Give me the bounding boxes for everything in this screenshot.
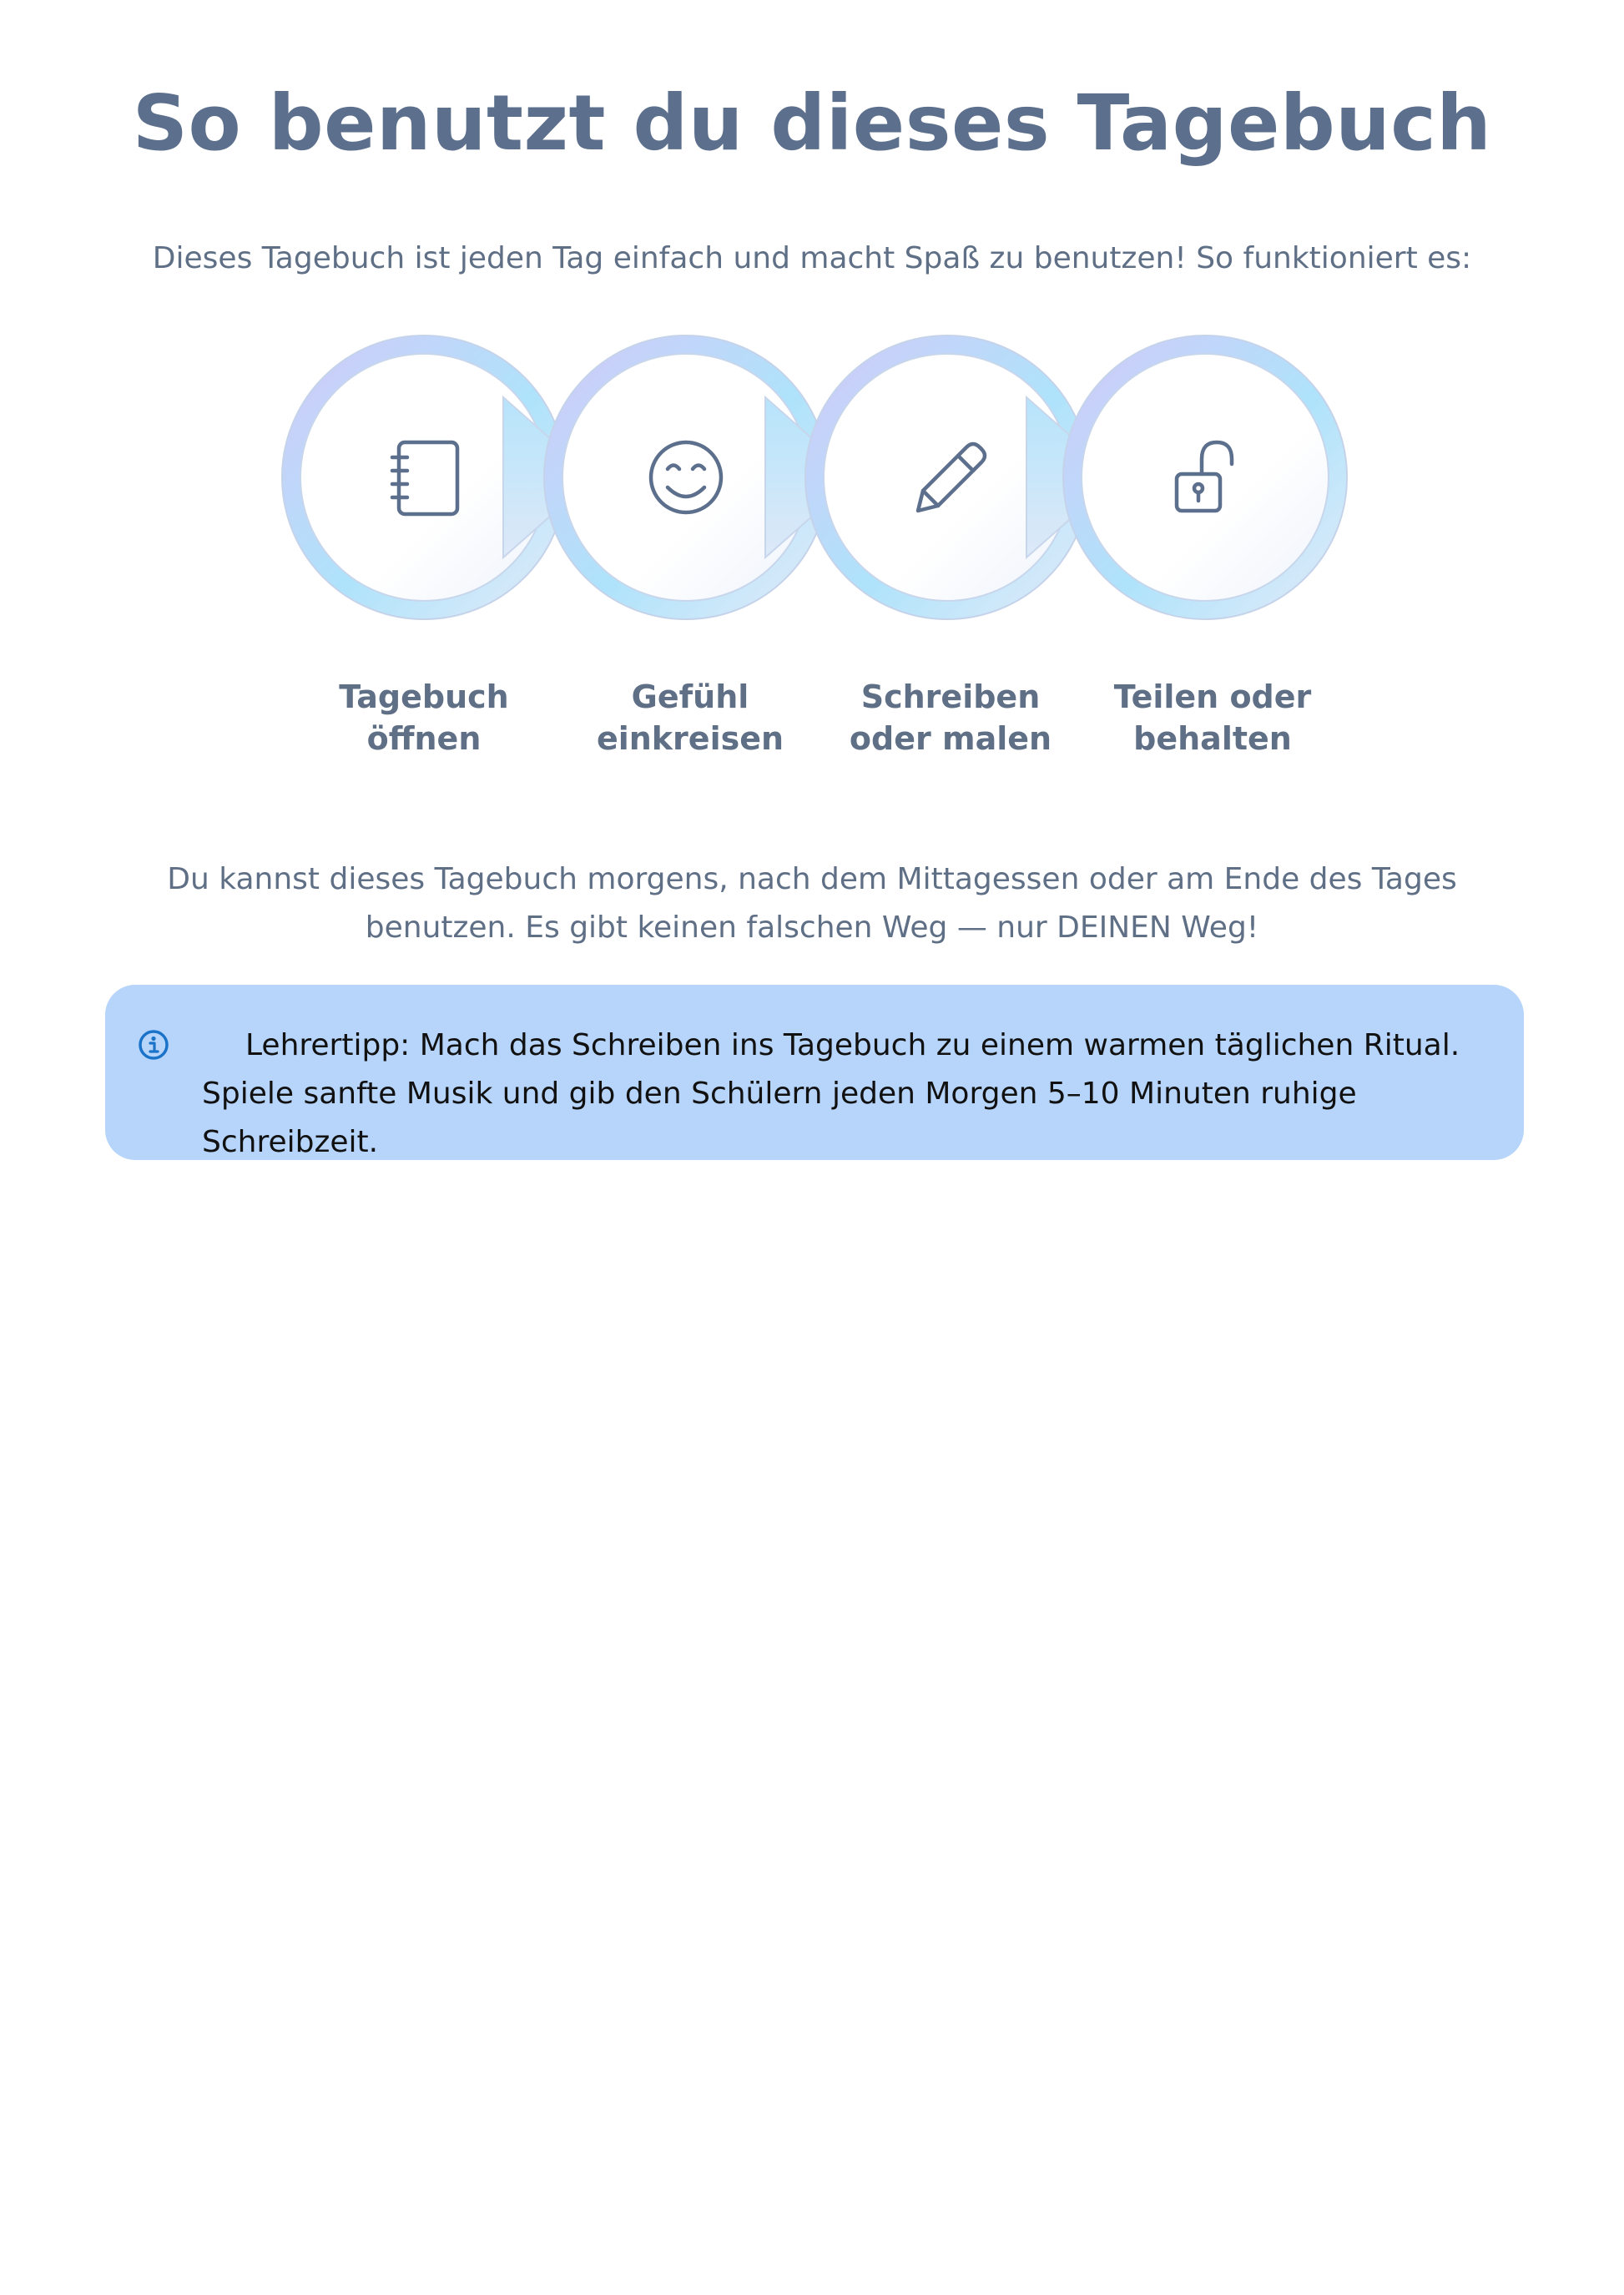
step-4-label: Teilen oder behalten — [1113, 678, 1312, 757]
teacher-tip-box — [105, 985, 1524, 1160]
page-title: So benutzt du dieses Tagebuch — [132, 78, 1492, 168]
steps-diagram — [0, 0, 1624, 651]
info-icon — [137, 1028, 170, 1062]
intro-text: Dieses Tagebuch ist jeden Tag einfach und macht Spaß zu benutzen! So funktioniert es: — [152, 241, 1472, 275]
step-4-circle — [1063, 335, 1347, 619]
usage-text: Du kannst dieses Tagebuch morgens, nach dem Mittagessen oder am Ende des Tages benutzen. Es gibt keinen falschen Weg — nur DEINEN Weg! — [167, 862, 1457, 945]
teacher-tip-text: Lehrertipp: Mach das Schreiben ins Tagebuch zu einem warmen täglichen Ritual. Spiele sanfte Musik und gib den Schülern jeden Morgen 5–10 Minuten ruhige Schreibzeit. — [202, 1028, 1460, 1159]
step-1-label: Tagebuch öffnen — [339, 678, 509, 757]
step-3-label: Schreiben oder malen — [849, 678, 1052, 757]
step-2-label: Gefühl einkreisen — [596, 678, 784, 757]
